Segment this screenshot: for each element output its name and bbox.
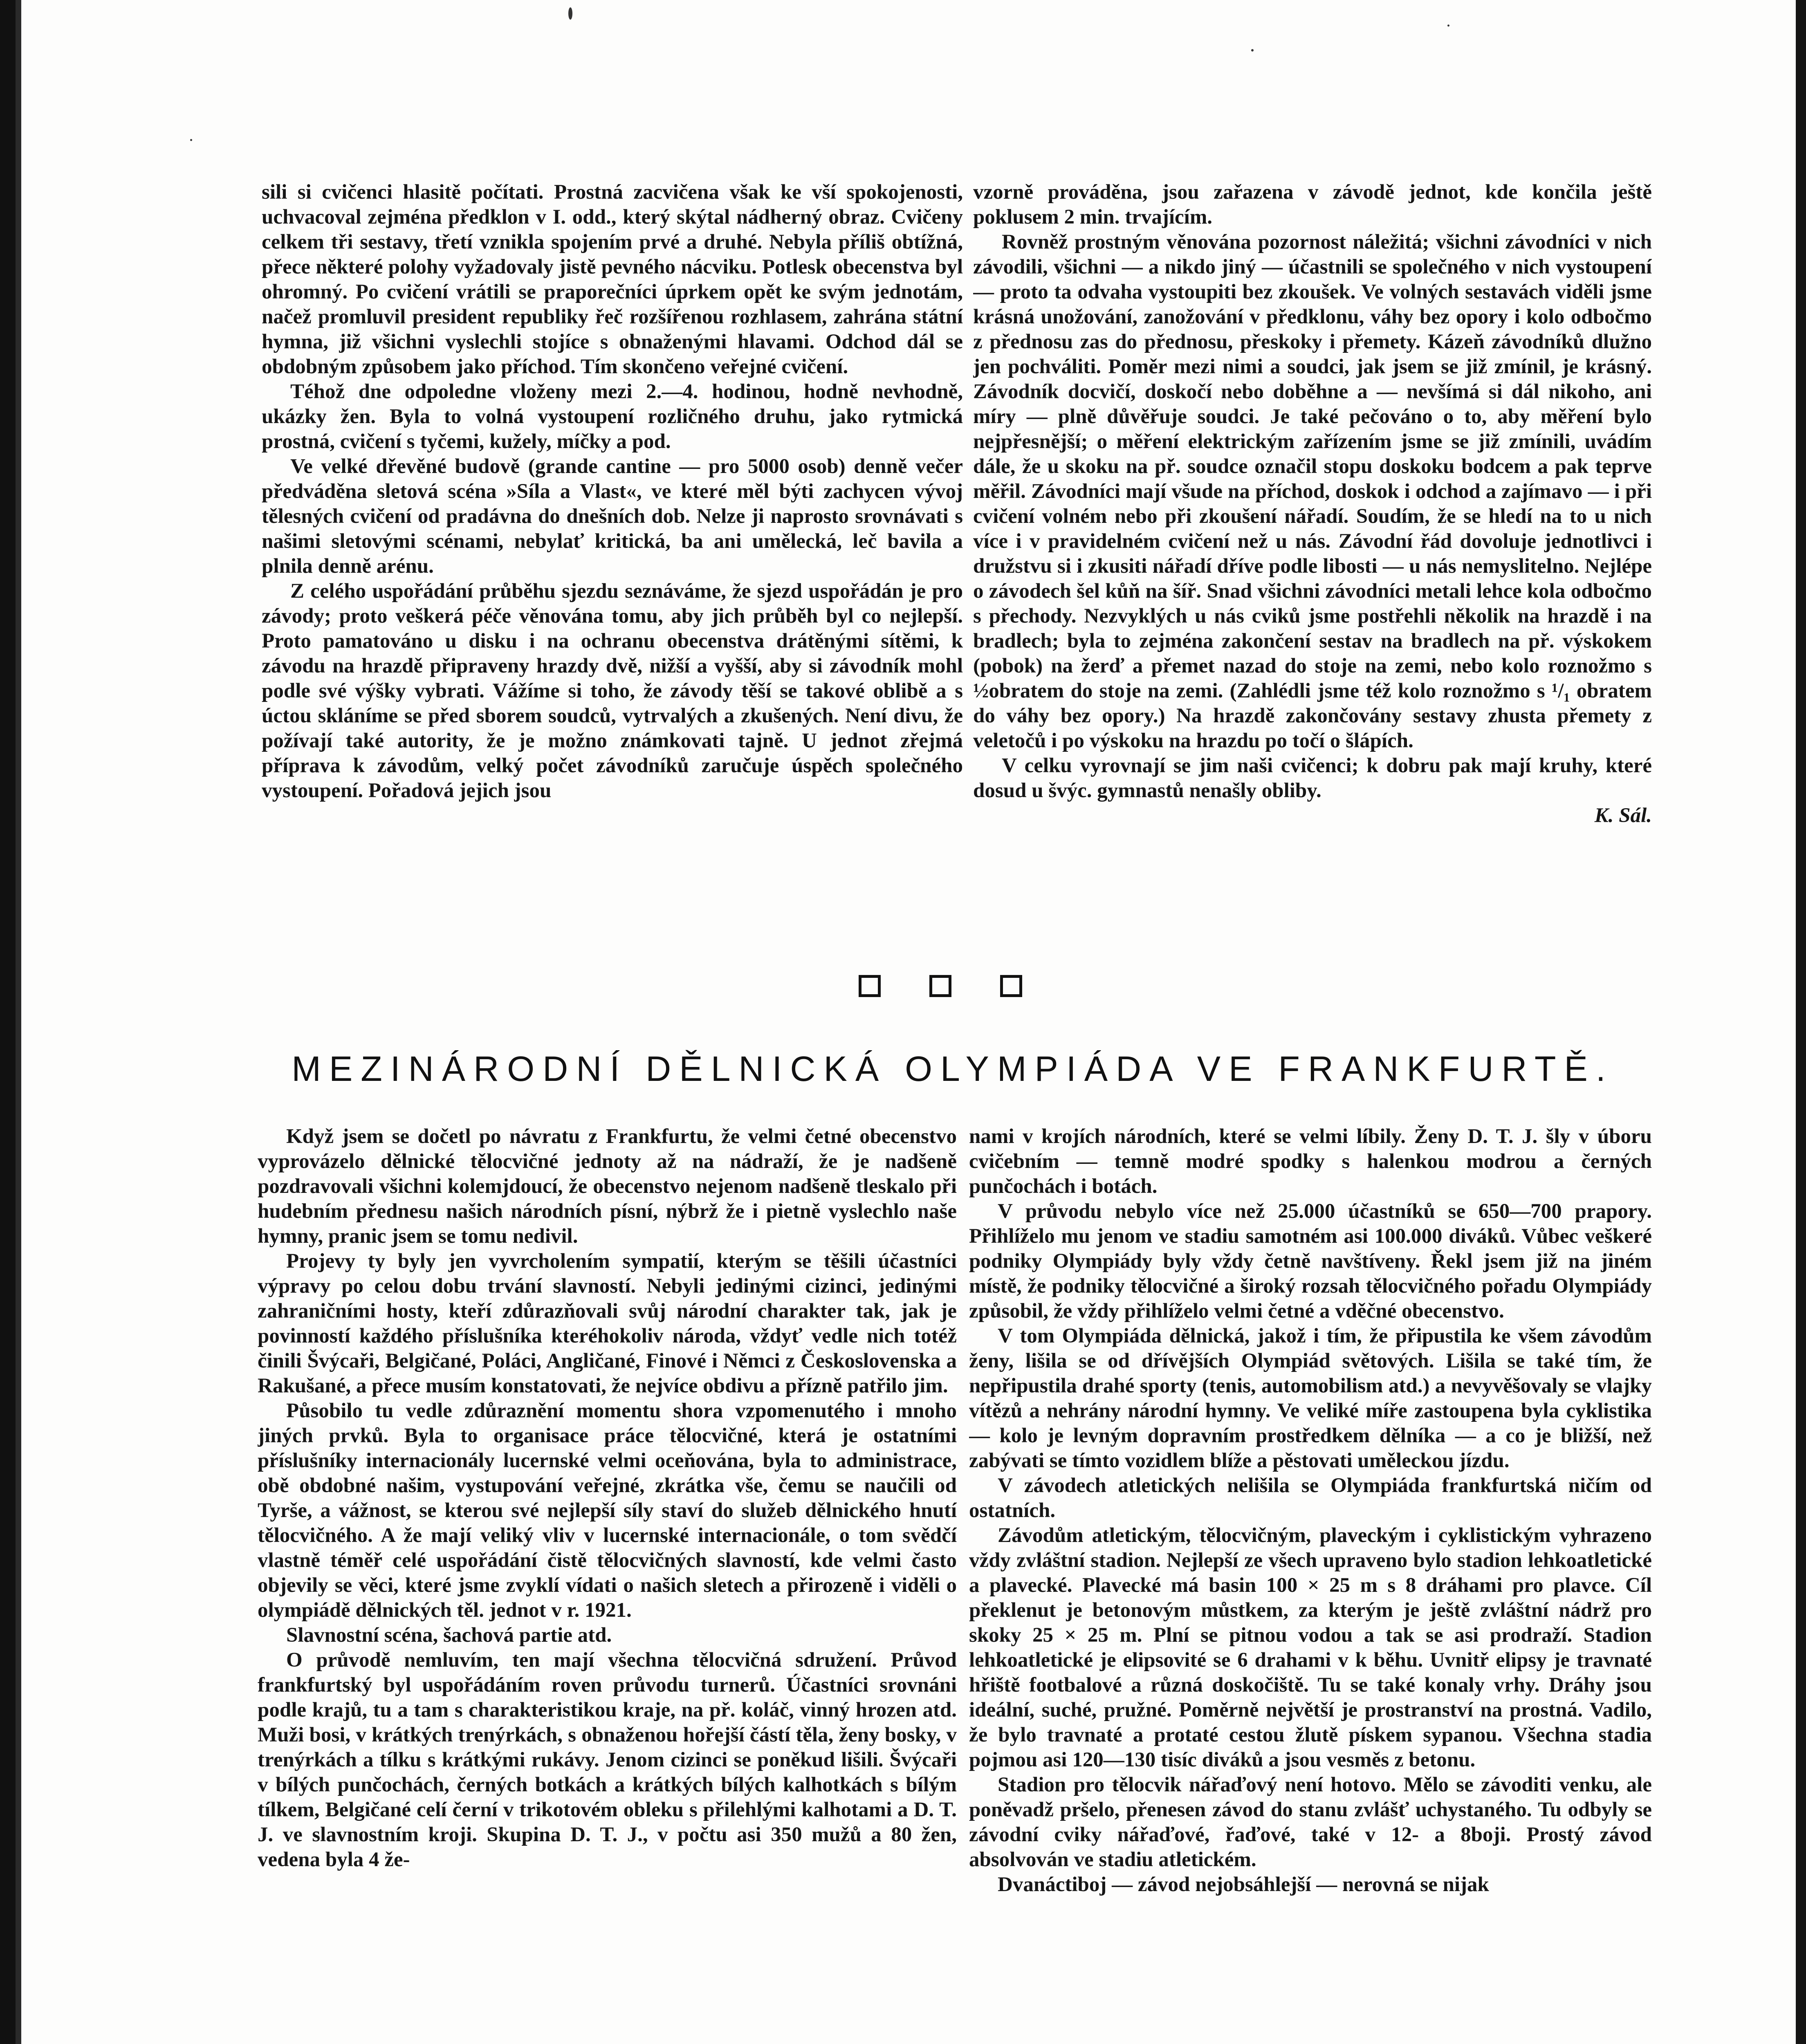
article-right-column bbox=[969, 1124, 1652, 2044]
divider-square-icon bbox=[929, 975, 951, 997]
paragraph: V celku vyrovnají se jim naši cvičenci; k dobru pak mají kruhy, které dosud u švýc. gymnastů nenašly obliby. bbox=[973, 754, 1652, 802]
paragraph: Z celého uspořádání průběhu sjezdu seznáváme, že sjezd uspořádán je pro závody; proto veškerá péče věnována tomu, aby jich průběh byl co nejlepší. Proto pamatováno u disku i na ochranu obecenstva drátěnými sítěmi, k závodu na hrazdě připraveny hrazdy dvě, nižší a vyšší, aby si závodník mohl podle své výšky vybrati. Vážíme si toho, že závody těší se takové oblibě a s úctou skláníme se před sborem soudců, vytrvalých a zkušených. Není divu, že požívají také autority, že je možno známkovati tajně. U jednot zřejmá příprava k závodům, velký počet závodníků zaručuje úspěch společného vystoupení. Pořadová jejich jsou bbox=[262, 580, 963, 802]
scan-speck bbox=[190, 139, 192, 141]
scan-border-left-inner bbox=[16, 0, 21, 2044]
paragraph: sili si cvičenci hlasitě počítati. Prostná zacvičena však ke vší spokojenosti, uchvacoval zejména předklon v I. odd., který skýtal nádherný obraz. Cvičeny celkem tři sestavy, třetí vznikla spojením prvé a druhé. Nebyla příliš obtížná, přece některé polohy vyžadovaly jistě pevného nácviku. Potlesk obecenstva byl ohromný. Po cvičení vrátili se praporečníci úprkem opět ke svým jednotám, načež promluvil president republiky řeč rozšířenou rozhlasem, zahrána státní hymna, již všichni vyslechli stojíce s obnaženými hlavami. Odchod dál se obdobným způsobem jako příchod. Tím skončeno veřejné cvičení. bbox=[262, 181, 963, 378]
paragraph: Slavnostní scéna, šachová partie atd. bbox=[286, 1624, 612, 1647]
paragraph: Působilo tu vedle zdůraznění momentu shora vzpomenutého i mnoho jiných prvků. Byla to organisace práce tělocvičné, která je ostatními příslušníky internacionály lucernské velmi oceňována, byla to administrace, obě obdobné našim, vystupování veřejné, zkrátka vše, čemu se naučili od Tyrše, a vážnost, se kterou své nejlepší síly staví do služeb dělnického hnutí tělocvičného. A že mají veliký vliv v lucernské internacionále, o tom svědčí vlastně téměř celé uspořádání čistě tělocvičných slavností, kde velmi často objevily se věci, které jsme zvyklí vídati o našich sletech a přirozeně i viděli o olympiádě dělnických těl. jednot v r. 1921. bbox=[258, 1399, 957, 1622]
previous-article-right-column bbox=[973, 180, 1652, 936]
divider-square-icon bbox=[1000, 975, 1022, 997]
previous-article-left-column bbox=[262, 180, 963, 936]
scan-speck bbox=[568, 7, 572, 20]
article-title: MEZINÁRODNÍ DĚLNICKÁ OLYMPIÁDA VE FRANKFURTĚ. bbox=[292, 1049, 1614, 1089]
scan-border-right bbox=[1796, 0, 1806, 2044]
scan-speck bbox=[1251, 49, 1254, 52]
paragraph: Když jsem se dočetl po návratu z Frankfurtu, že velmi četné obecenstvo vyprovázelo dělnické tělocvičné jednoty až na nádraží, že je nadšeně pozdravovali všichni kolemjdoucí, že obecenstvo nejenom nadšeně tleskalo při hudebním přednesu našich národních písní, nýbrž že i pietně vyslechlo naše hymny, pranic jsem se tomu nedivil. bbox=[258, 1125, 957, 1248]
author-signature: K. Sál. bbox=[1594, 804, 1652, 827]
paragraph: Ve velké dřevěné budově (grande cantine — pro 5000 osob) denně večer předváděna sletová scéna »Síla a Vlast«, ve které měl býti zachycen vývoj tělesných cvičení od pradávna do dnešních dob. Nelze ji naprosto srovnávati s našimi sletovými scénami, nebylať kritická, ba ani umělecká, leč bavila a plnila denně arénu. bbox=[262, 455, 963, 578]
scan-speck bbox=[1447, 25, 1449, 27]
paragraph: Téhož dne odpoledne vloženy mezi 2.—4. hodinou, hodně nevhodně, ukázky žen. Byla to volná vystoupení rozličného druhu, jako rytmická prostná, cvičení s tyčemi, kužely, míčky a pod. bbox=[262, 380, 963, 453]
paragraph: nami v krojích národních, které se velmi líbily. Ženy D. T. J. šly v úboru cvičebním — temně modré spodky s halenkou modrou a černých punčochách i botách. bbox=[969, 1125, 1652, 1198]
article-left-column bbox=[258, 1124, 957, 2044]
divider-square-icon bbox=[859, 975, 881, 997]
paragraph: Stadion pro tělocvik nářaďový není hotovo. Mělo se závoditi venku, ale poněvadž pršelo, přenesen závod do stanu zvlášť uchystaného. Tu odbyly se závodní cviky nářaďové, řaďové, také v 12- a 8boji. Prostý závod absolvován ve stadiu atletickém. bbox=[969, 1773, 1652, 1871]
paragraph: O průvodě nemluvím, ten mají všechna tělocvičná sdružení. Průvod frankfurtský byl uspořádáním roven průvodu turnerů. Účastníci srovnáni podle krajů, tu a tam s charakteristikou kraje, na př. koláč, vinný hrozen atd. Muži bosi, v krátkých trenýrkách, s obnaženou hořejší částí těla, ženy bosky, v trenýrkách a tílku s krátkými rukávy. Jenom cizinci se poněkud lišili. Švýcaři v bílých punčochách, černých botkách a krátkých bílých kalhotkách s bílým tílkem, Belgičané celí černí v trikotovém obleku s přilehlými kalhotami a D. T. J. ve slavnostním kroji. Skupina D. T. J., v počtu asi 350 mužů a 80 žen, vedena byla 4 že- bbox=[258, 1649, 957, 1871]
paragraph: V tom Olympiáda dělnická, jakož i tím, že připustila ke všem závodům ženy, lišila se od dřívějších Olympiád světových. Lišila se také tím, že nepřipustila drahé sporty (tenis, automobilism atd.) a nevyvěšovaly se vlajky vítězů a nehrány národní hymny. Ve veliké míře zastoupena byla cyklistika — kolo je levným dopravním prostředkem dělníka — a co je bližší, než zabývati se tímto vozidlem blíže a pěstovati uměleckou jízdu. bbox=[969, 1325, 1652, 1472]
paragraph: V závodech atletických nelišila se Olympiáda frankfurtská ničím od ostatních. bbox=[969, 1474, 1652, 1522]
paragraph: Závodům atletickým, tělocvičným, plaveckým i cyklistickým vyhrazeno vždy zvláštní stadion. Nejlepší ze všech upraveno bylo stadion lehkoatletické a plavecké. Plavecké má basin 100 × 25 m s 8 dráhami pro plavce. Cíl překlenut je betonovým můstkem, za kterým je ještě zvláštní nádrž pro skoky 25 × 25 m. Plní se pitnou vodou a tak se asi prodraží. Stadion lehkoatletické je elipsovité se 6 drahami v k běhu. Uvnitř elipsy je travnaté hřiště footbalové a různá doskočiště. Tu se také konaly vrhy. Dráhy jsou ideální, suché, pružné. Poměrně největší je prostranství na prostná. Vadilo, že bylo travnaté a protaté cestou žlutě pískem sypanou. Všechna stadia pojmou asi 120—130 tisíc diváků a jsou vesměs z betonu. bbox=[969, 1524, 1652, 1771]
paragraph: Rovněž prostným věnována pozornost náležitá; všichni závodníci v nich závodili, všichni — a nikdo jiný — účastnili se společného v nich vystoupení — proto ta odvaha vystoupiti bez zkoušek. Ve volných sestavách viděli jsme krásná unožování, zanožování v předklonu, váhy bez opory i kolo odbočmo z přednosu zas do přednosu, přeskoky i přemety. Kázeň závodníků dlužno jen pochváliti. Poměr mezi nimi a soudci, jak jsem se již zmínil, je krásný. Závodník docvičí, doskočí nebo doběhne a — nevšímá si dál nikoho, ani míry — plně důvěřuje soudci. Je také pečováno o to, aby měření bylo nejpřesnější; o měření elektrickým zařízením jsme se již zmínili, uvádím dále, že u skoku na př. soudce označil stopu doskoku bodcem a pak teprve měřil. Závodníci mají všude na příchod, doskok i odchod a zajímavo — i při cvičení volném nebo při zkoušení nářadí. Soudím, že se hledí na to u nich více i v pravidelném cvičení než u nás. Závodní řád dovoluje jednotlivci i družstvu si i zkusiti nářadí dříve podle libosti — u nás nemyslitelno. Nejlépe o závodech šel kůň na šíř. Snad všichni závodníci metali lehce kola odbočmo s přechody. Nezvyklých u nás cviků jsme postřehli několik na hrazdě i na bradlech; byla to zejména zakončení sestav na bradlech na př. výskokem (pobok) na žerď a přemet nazad do stoje na zemi, nebo kolo roznožmo s ½obratem do stoje na zemi. (Zahlédli jsme též kolo roznožmo s ¹/₁ obratem do váhy bez opory.) Na hrazdě zakončovány sestavy zhusta přemety z veletočů i po výskoku na hrazdu po točí o šlápích. bbox=[973, 231, 1652, 752]
paragraph: V průvodu nebylo více než 25.000 účastníků se 650—700 prapory. Přihlíželo mu jenom ve stadiu samotném asi 100.000 diváků. Vůbec veškeré podniky Olympiády byly vždy četně navštíveny. Řekl jsem již na jiném místě, že podniky tělocvičné a široký rozsah tělocvičného pořadu Olympiády způsobil, že vždy přihlíželo velmi četné a vděčné obecenstvo. bbox=[969, 1200, 1652, 1322]
paragraph: vzorně prováděna, jsou zařazena v závodě jednot, kde končila ještě poklusem 2 min. trvajícím. bbox=[973, 181, 1652, 229]
section-divider-ornament bbox=[859, 975, 1022, 1000]
paragraph: Projevy ty byly jen vyvrcholením sympatií, kterým se těšili účastníci výpravy po celou dobu trvání slavností. Nebyli jedinými cizinci, jedinými zahraničními hosty, kteří zdůrazňovali svůj národní charakter tak, jak je povinností každého příslušníka kteréhokoliv národa, vždyť vedle nich totéž činili Švýcaři, Belgičané, Poláci, Angličané, Finové i Němci z Československa a Rakušané, a přece musím konstatovati, že nejvíce obdivu a přízně patřilo jim. bbox=[258, 1250, 957, 1397]
scan-border-left bbox=[0, 0, 16, 2044]
paragraph: Dvanáctiboj — závod nejobsáhlejší — nerovná se nijak bbox=[998, 1873, 1489, 1896]
